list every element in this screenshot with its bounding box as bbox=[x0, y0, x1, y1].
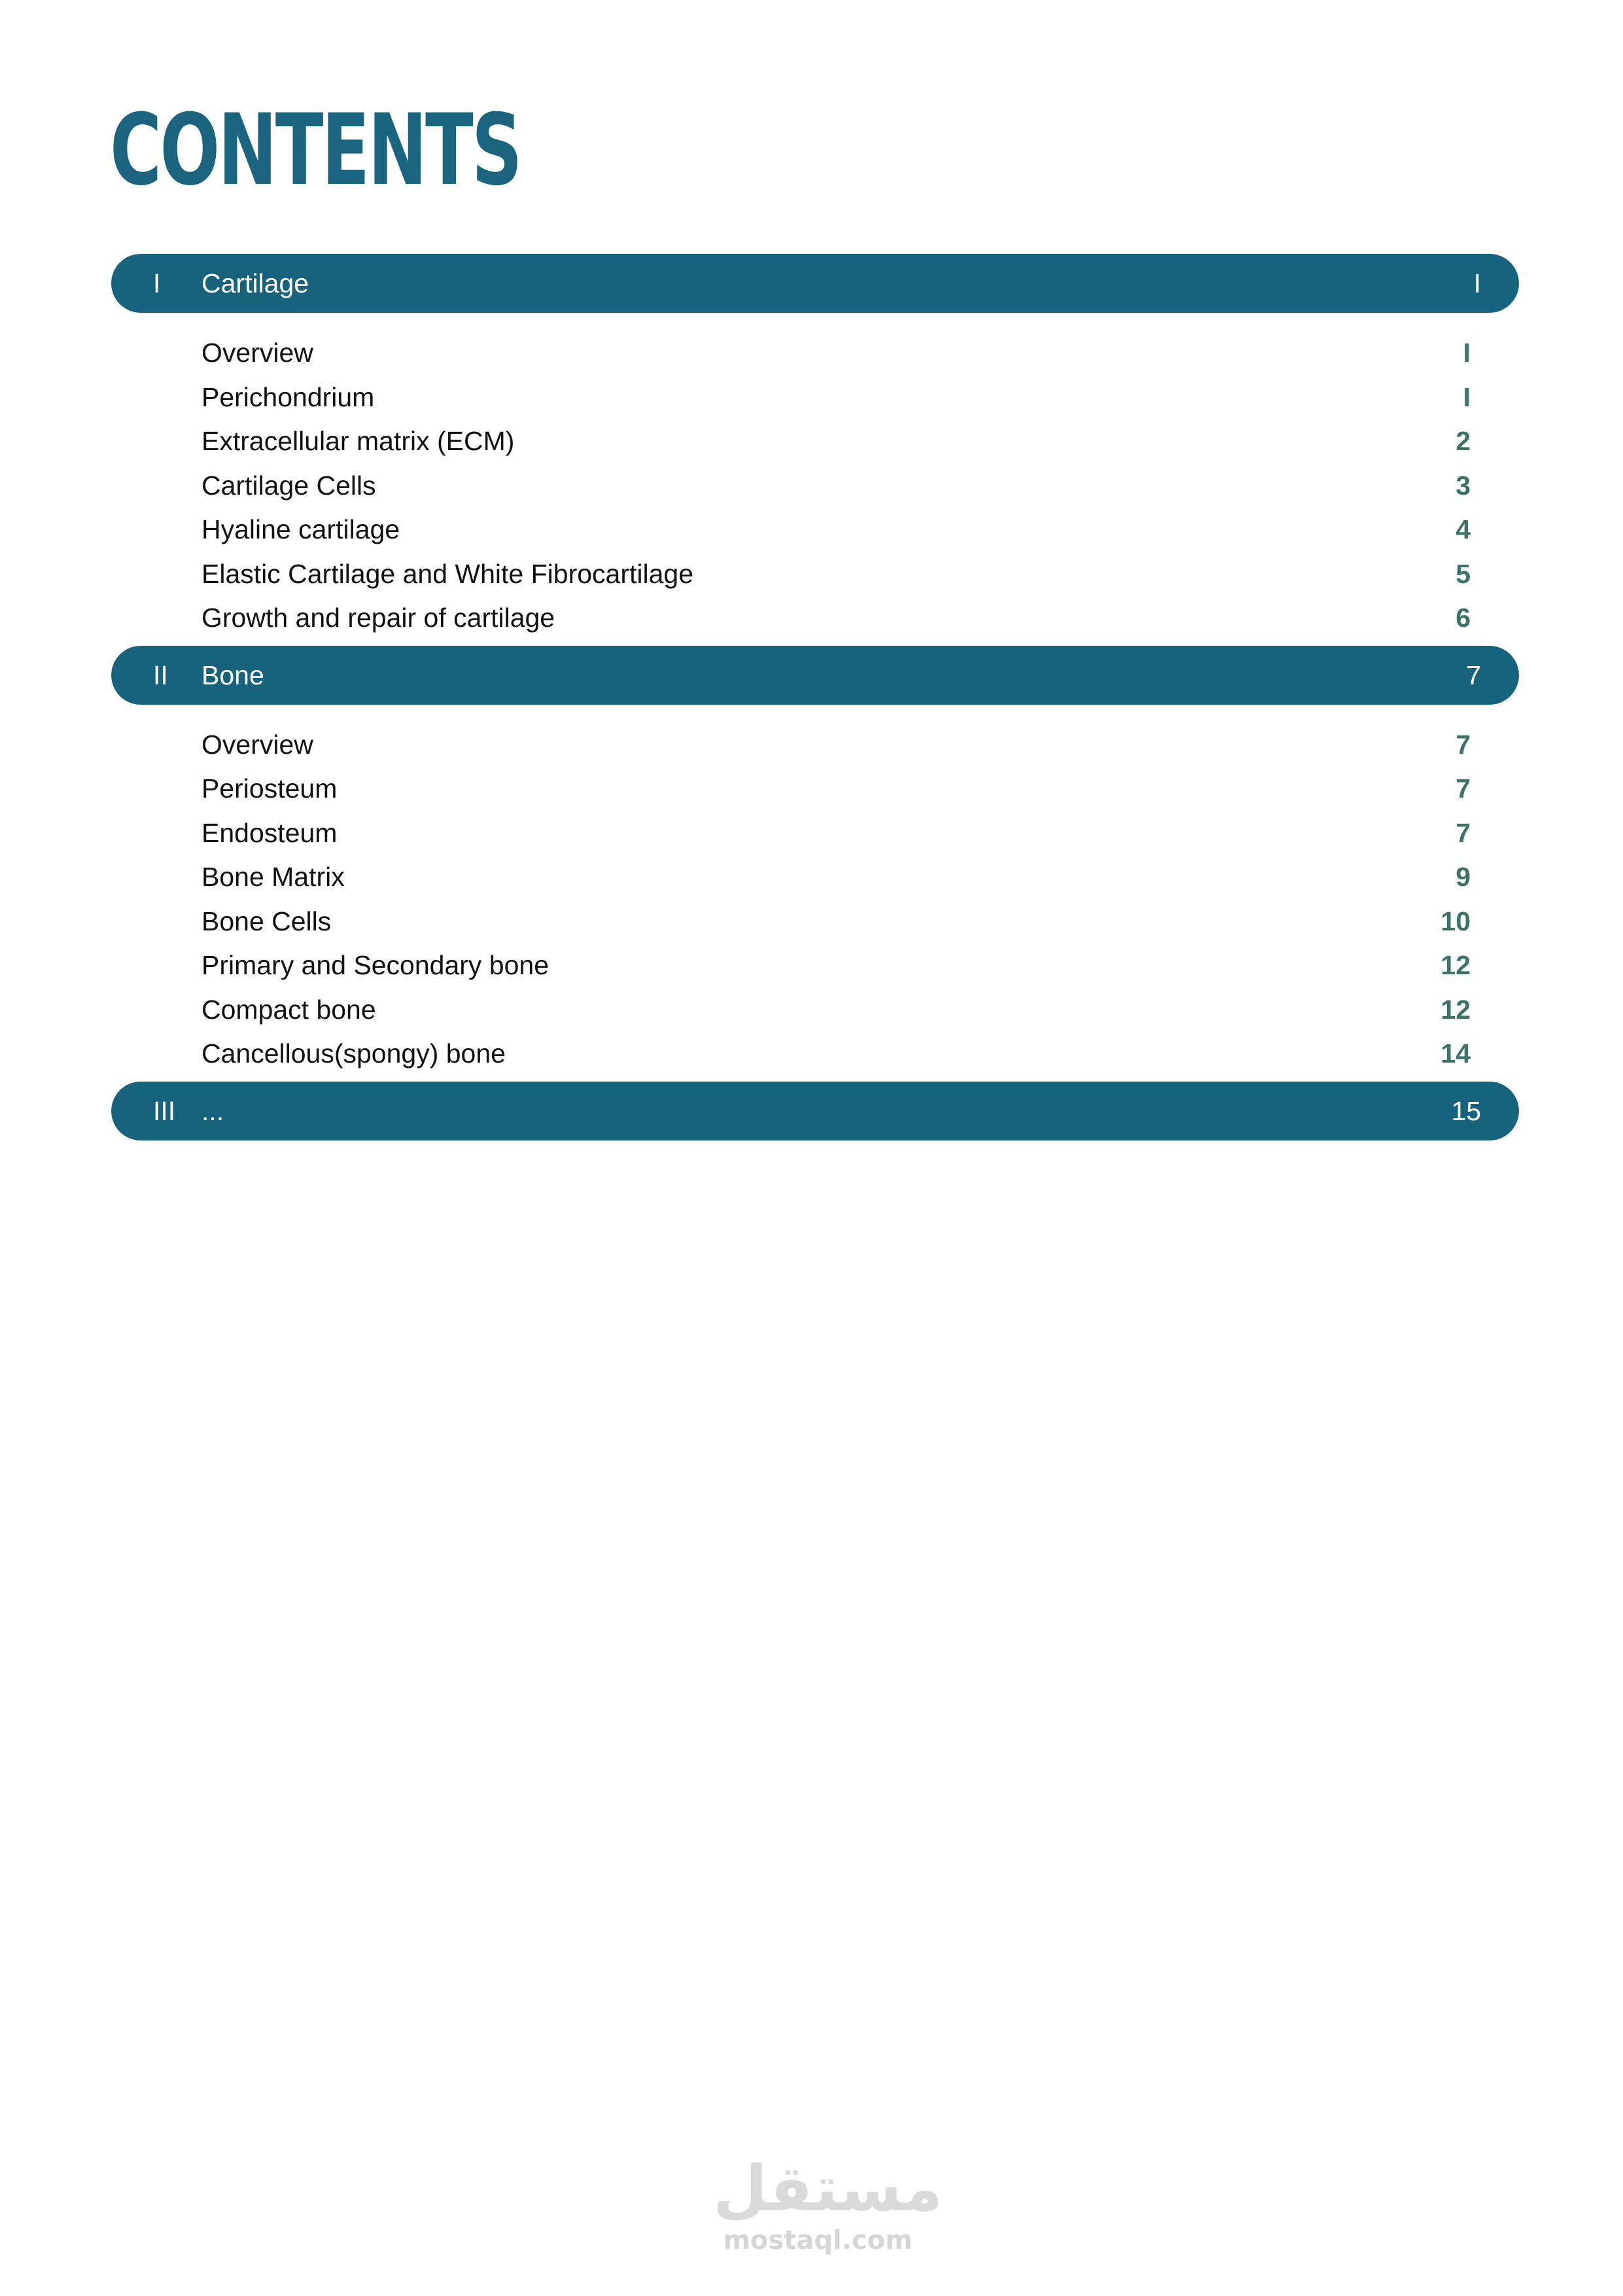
toc-entry[interactable] bbox=[111, 900, 1519, 944]
entry-page-number: 5 bbox=[1456, 558, 1471, 589]
section-header-bar[interactable] bbox=[111, 1082, 1519, 1140]
section-page-number: 7 bbox=[1466, 660, 1481, 690]
toc-entry[interactable] bbox=[111, 419, 1519, 464]
toc-entry[interactable] bbox=[111, 723, 1519, 768]
section-number: II bbox=[153, 660, 168, 690]
toc-entry[interactable] bbox=[111, 1032, 1519, 1076]
entry-title: Compact bone bbox=[201, 994, 376, 1025]
toc-section-bone bbox=[111, 646, 1519, 1082]
section-title: Cartilage bbox=[201, 268, 309, 298]
toc-section-more bbox=[111, 1082, 1519, 1140]
entry-page-number: 3 bbox=[1456, 470, 1471, 501]
toc-entry[interactable] bbox=[111, 944, 1519, 988]
toc-entry[interactable] bbox=[111, 811, 1519, 856]
toc-entry[interactable] bbox=[111, 855, 1519, 900]
toc-entry[interactable] bbox=[111, 988, 1519, 1033]
entry-page-number: 7 bbox=[1456, 729, 1471, 760]
section-entries bbox=[111, 705, 1519, 1082]
entry-page-number: 4 bbox=[1456, 514, 1471, 544]
watermark bbox=[713, 2152, 943, 2256]
entry-title: Elastic Cartilage and White Fibrocartilage bbox=[201, 558, 693, 589]
entry-title: Growth and repair of cartilage bbox=[201, 603, 555, 633]
entry-title: Bone Matrix bbox=[201, 862, 345, 892]
entry-page-number: 14 bbox=[1440, 1038, 1471, 1069]
entry-title: Overview bbox=[201, 729, 313, 760]
section-page-number: 15 bbox=[1451, 1095, 1481, 1126]
section-title: Bone bbox=[201, 660, 264, 690]
entry-page-number: 2 bbox=[1456, 426, 1471, 456]
section-number: I bbox=[153, 268, 161, 298]
watermark-logo: مستقل bbox=[713, 2152, 943, 2225]
section-header-bar[interactable] bbox=[111, 646, 1519, 705]
entry-title: Cancellous(spongy) bone bbox=[201, 1038, 506, 1069]
entry-title: Primary and Secondary bone bbox=[201, 950, 550, 980]
entry-page-number: 12 bbox=[1440, 950, 1471, 980]
toc-entry[interactable] bbox=[111, 464, 1519, 508]
entry-page-number: 7 bbox=[1456, 773, 1471, 804]
entry-page-number: 12 bbox=[1440, 994, 1471, 1025]
watermark-url: mostaql.com bbox=[723, 2225, 913, 2255]
entry-title: Hyaline cartilage bbox=[201, 514, 400, 544]
entry-page-number: 9 bbox=[1456, 862, 1471, 892]
entry-page-number: 10 bbox=[1440, 906, 1471, 936]
entry-title: Cartilage Cells bbox=[201, 470, 376, 501]
entry-page-number: I bbox=[1463, 381, 1471, 412]
toc-section-cartilage bbox=[111, 254, 1519, 646]
table-of-contents bbox=[111, 254, 1519, 1140]
toc-entry[interactable] bbox=[111, 508, 1519, 552]
entry-title: Periosteum bbox=[201, 773, 338, 804]
entry-title: Endosteum bbox=[201, 817, 338, 848]
entry-title: Overview bbox=[201, 338, 313, 368]
entry-page-number: 6 bbox=[1456, 603, 1471, 633]
toc-entry[interactable] bbox=[111, 331, 1519, 376]
section-number: III bbox=[153, 1095, 176, 1126]
entry-title: Extracellular matrix (ECM) bbox=[201, 426, 515, 456]
entry-title: Bone Cells bbox=[201, 906, 332, 936]
entry-title: Perichondrium bbox=[201, 381, 375, 412]
toc-entry[interactable] bbox=[111, 552, 1519, 597]
section-title: ... bbox=[201, 1095, 224, 1126]
toc-entry[interactable] bbox=[111, 376, 1519, 420]
entry-page-number: 7 bbox=[1456, 817, 1471, 848]
toc-entry[interactable] bbox=[111, 596, 1519, 641]
page-title: CONTENTS bbox=[110, 94, 521, 207]
entry-page-number: I bbox=[1463, 338, 1471, 368]
section-entries bbox=[111, 313, 1519, 646]
section-page-number: I bbox=[1473, 268, 1481, 298]
toc-entry[interactable] bbox=[111, 767, 1519, 811]
section-header-bar[interactable] bbox=[111, 254, 1519, 313]
